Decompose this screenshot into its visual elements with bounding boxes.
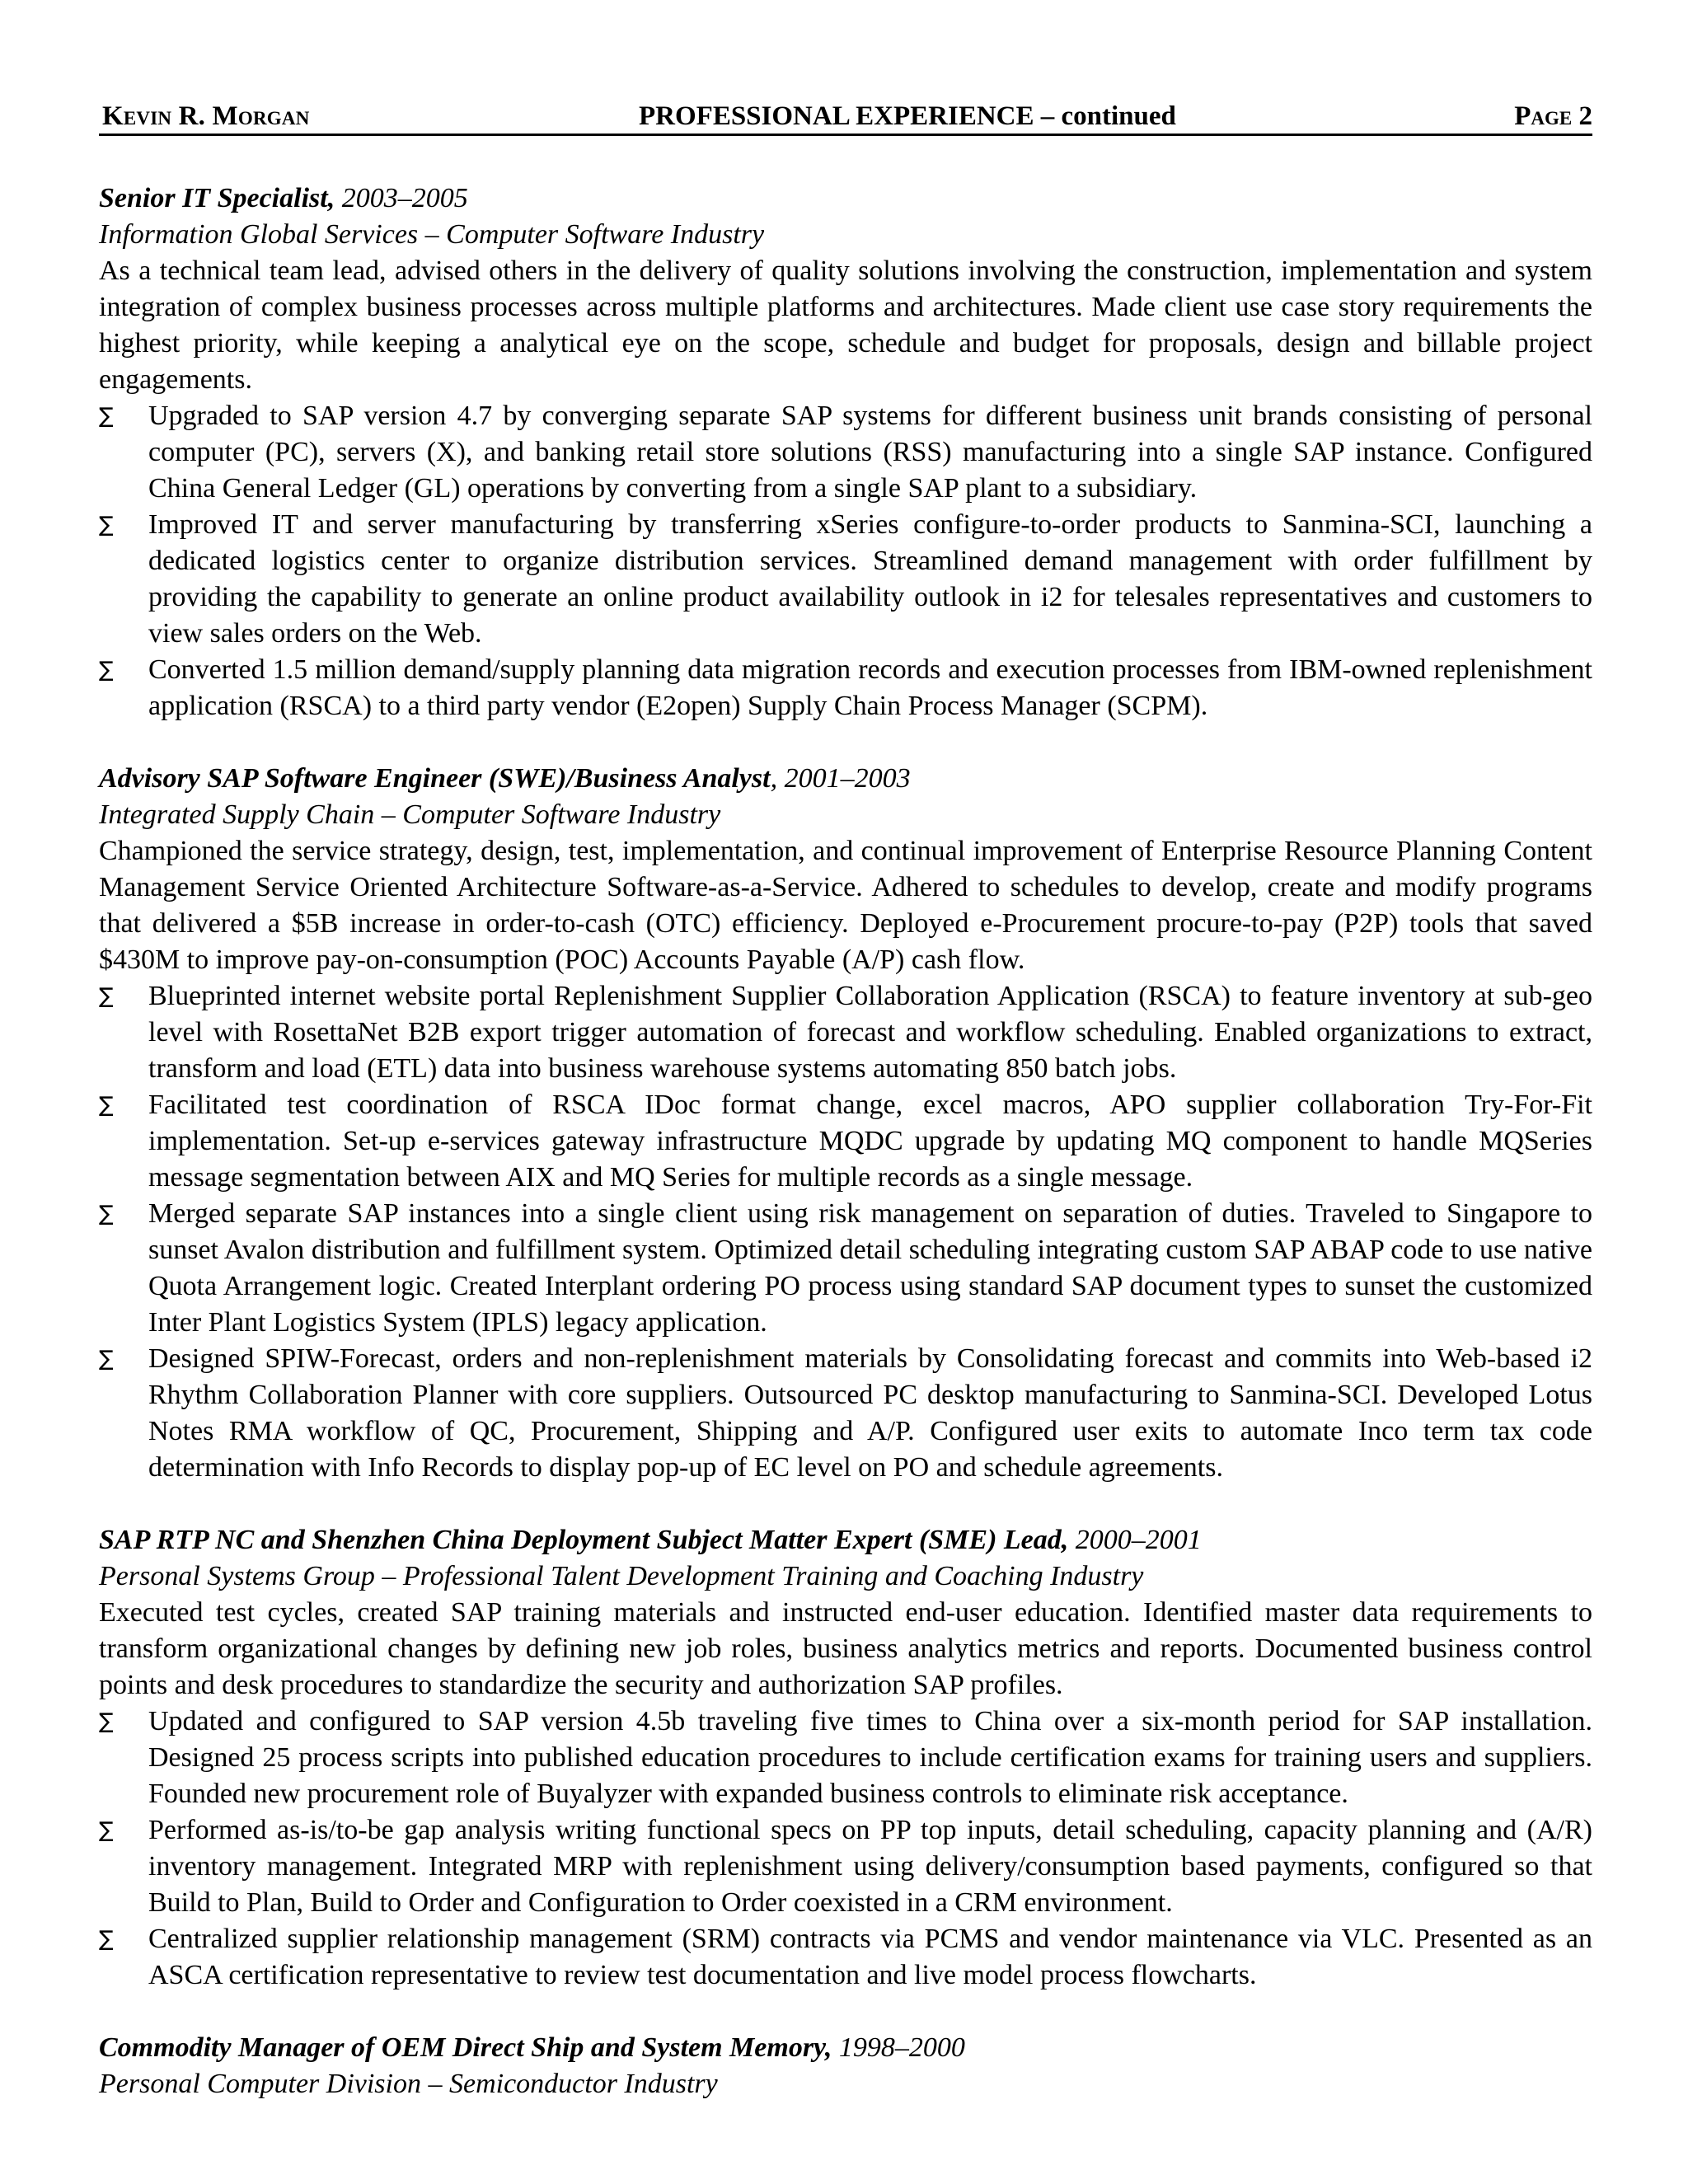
achievement-item xyxy=(99,1704,1592,1812)
job-title: Advisory SAP Software Engineer (SWE)/Business Analyst xyxy=(99,763,771,794)
job-entry xyxy=(99,2030,1592,2102)
achievement-list xyxy=(99,1704,1592,1994)
bullet-icon: ∑ xyxy=(99,658,114,682)
achievement-text: Merged separate SAP instances into a single client using risk management on separation of duties. Traveled to Singapore to sunset Avalon distribution and fulfillment system. Optimized detail scheduling integrating custom SAP ABAP code to use native Quota Arrangement logic. Created Interplant ordering PO process using standard SAP document types to sunset the customized Inter Plant Logistics System (IPLS) legacy application. xyxy=(148,1198,1592,1338)
job-dates: 2000–2001 xyxy=(1068,1525,1202,1555)
job-title-line xyxy=(99,761,1592,797)
resume-page xyxy=(99,97,1592,2102)
achievement-item xyxy=(99,398,1592,507)
job-summary: Executed test cycles, created SAP training materials and instructed end-user education. Identified master data requirements to transform organizational changes by defining new job roles, business analytics metrics and reports. Documented business control points and desk procedures to standardize the security and authorization SAP profiles. xyxy=(99,1597,1592,1700)
job-title-line xyxy=(99,2030,1592,2066)
job-entry xyxy=(99,1522,1592,1994)
bullet-icon: ∑ xyxy=(99,984,114,1009)
job-company: Integrated Supply Chain – Computer Software Industry xyxy=(99,799,721,830)
bullet-icon: ∑ xyxy=(99,404,114,429)
achievement-item xyxy=(99,1196,1592,1341)
page-number: Page 2 xyxy=(1514,101,1592,131)
achievement-text: Updated and configured to SAP version 4.5b traveling five times to China over a six-month period for SAP installation. Designed 25 process scripts into published education procedures to include certification exams for training users and suppliers. Founded new procurement role of Buyalyzer with expanded business controls to eliminate risk acceptance. xyxy=(148,1706,1592,1809)
achievement-text: Converted 1.5 million demand/supply planning data migration records and execution processes from IBM-owned replenishment application (RSCA) to a third party vendor (E2open) Supply Chain Process Manager (SCPM). xyxy=(148,654,1592,721)
bullet-icon: ∑ xyxy=(99,1202,114,1226)
achievement-item xyxy=(99,1921,1592,1994)
job-title: Commodity Manager of OEM Direct Ship and System Memory, xyxy=(99,2032,832,2063)
job-entry xyxy=(99,180,1592,724)
bullet-icon: ∑ xyxy=(99,1093,114,1118)
achievement-text: Performed as-is/to-be gap analysis writing functional specs on PP top inputs, detail scheduling, capacity planning and (A/R) inventory management. Integrated MRP with replenishment using delivery/consumption based payments, configured so that Build to Plan, Build to Order and Configuration to Order coexisted in a CRM environment. xyxy=(148,1815,1592,1918)
job-dates: , 2001–2003 xyxy=(770,763,911,794)
page-header xyxy=(99,97,1592,136)
job-summary: Championed the service strategy, design, test, implementation, and continual improvement of Enterprise Resource Planning Content Management Service Oriented Architecture Software-as-a-Service. Adhered to schedules to develop, create and modify programs that delivered a $5B increase in order-to-cash (OTC) efficiency. Deployed e-Procurement procure-to-pay (P2P) tools that saved $430M to improve pay-on-consumption (POC) Accounts Payable (A/P) cash flow. xyxy=(99,836,1592,975)
achievement-item xyxy=(99,1087,1592,1196)
job-dates: 2003–2005 xyxy=(335,183,468,213)
bullet-icon: ∑ xyxy=(99,1927,114,1952)
bullet-icon: ∑ xyxy=(99,1818,114,1843)
achievement-item xyxy=(99,652,1592,724)
job-entry xyxy=(99,761,1592,1486)
bullet-icon: ∑ xyxy=(99,1347,114,1371)
job-company: Personal Systems Group – Professional Talent Development Training and Coaching Industry xyxy=(99,1561,1144,1591)
bullet-icon: ∑ xyxy=(99,1709,114,1734)
job-title: Senior IT Specialist, xyxy=(99,183,335,213)
job-title-line xyxy=(99,180,1592,217)
achievement-item xyxy=(99,978,1592,1087)
job-title: SAP RTP NC and Shenzhen China Deployment Subject Matter Expert (SME) Lead, xyxy=(99,1525,1069,1555)
job-dates: 1998–2000 xyxy=(832,2032,965,2063)
section-heading: PROFESSIONAL EXPERIENCE – continued xyxy=(639,101,1176,131)
achievement-item xyxy=(99,1812,1592,1921)
achievement-list xyxy=(99,398,1592,724)
achievement-text: Facilitated test coordination of RSCA IDoc format change, excel macros, APO supplier collaboration Try-For-Fit implementation. Set-up e-services gateway infrastructure MQDC upgrade by updating MQ component to handle MQSeries message segmentation between AIX and MQ Series for multiple records as a single message. xyxy=(148,1090,1592,1193)
achievement-list xyxy=(99,978,1592,1486)
achievement-text: Centralized supplier relationship management (SRM) contracts via PCMS and vendor maintenance via VLC. Presented as an ASCA certification representative to review test documentation and live model process flowcharts. xyxy=(148,1924,1592,1990)
achievement-text: Improved IT and server manufacturing by transferring xSeries configure-to-order products to Sanmina-SCI, launching a dedicated logistics center to organize distribution services. Streamlined demand management with order fulfillment by providing the capability to generate an online product availability outlook in i2 for telesales representatives and customers to view sales orders on the Web. xyxy=(148,509,1592,649)
achievement-text: Blueprinted internet website portal Replenishment Supplier Collaboration Application (RSCA) to feature inventory at sub-geo level with RosettaNet B2B export trigger automation of forecast and workflow scheduling. Enabled organizations to extract, transform and load (ETL) data into business warehouse systems automating 850 batch jobs. xyxy=(148,981,1592,1084)
achievement-item xyxy=(99,507,1592,652)
job-summary: As a technical team lead, advised others in the delivery of quality solutions involving the construction, implementation and system integration of complex business processes across multiple platforms and architectures. Made client use case story requirements the highest priority, while keeping a analytical eye on the scope, schedule and budget for proposals, design and billable project engagements. xyxy=(99,255,1592,395)
achievement-text: Upgraded to SAP version 4.7 by converging separate SAP systems for different business unit brands consisting of personal computer (PC), servers (X), and banking retail store solutions (RSS) manufacturing into a single SAP instance. Configured China General Ledger (GL) operations by converting from a single SAP plant to a subsidiary. xyxy=(148,401,1592,504)
achievement-text: Designed SPIW-Forecast, orders and non-replenishment materials by Consolidating forecast and commits into Web-based i2 Rhythm Collaboration Planner with core suppliers. Outsourced PC desktop manufacturing to Sanmina-SCI. Developed Lotus Notes RMA workflow of QC, Procurement, Shipping and A/P. Configured user exits to automate Inco term tax code determination with Info Records to display pop-up of EC level on PO and schedule agreements. xyxy=(148,1343,1592,1483)
bullet-icon: ∑ xyxy=(99,513,114,537)
job-title-line xyxy=(99,1522,1592,1558)
candidate-name: Kevin R. Morgan xyxy=(102,101,310,131)
job-company: Information Global Services – Computer Software Industry xyxy=(99,219,765,250)
job-company: Personal Computer Division – Semiconductor Industry xyxy=(99,2069,718,2099)
achievement-item xyxy=(99,1341,1592,1486)
